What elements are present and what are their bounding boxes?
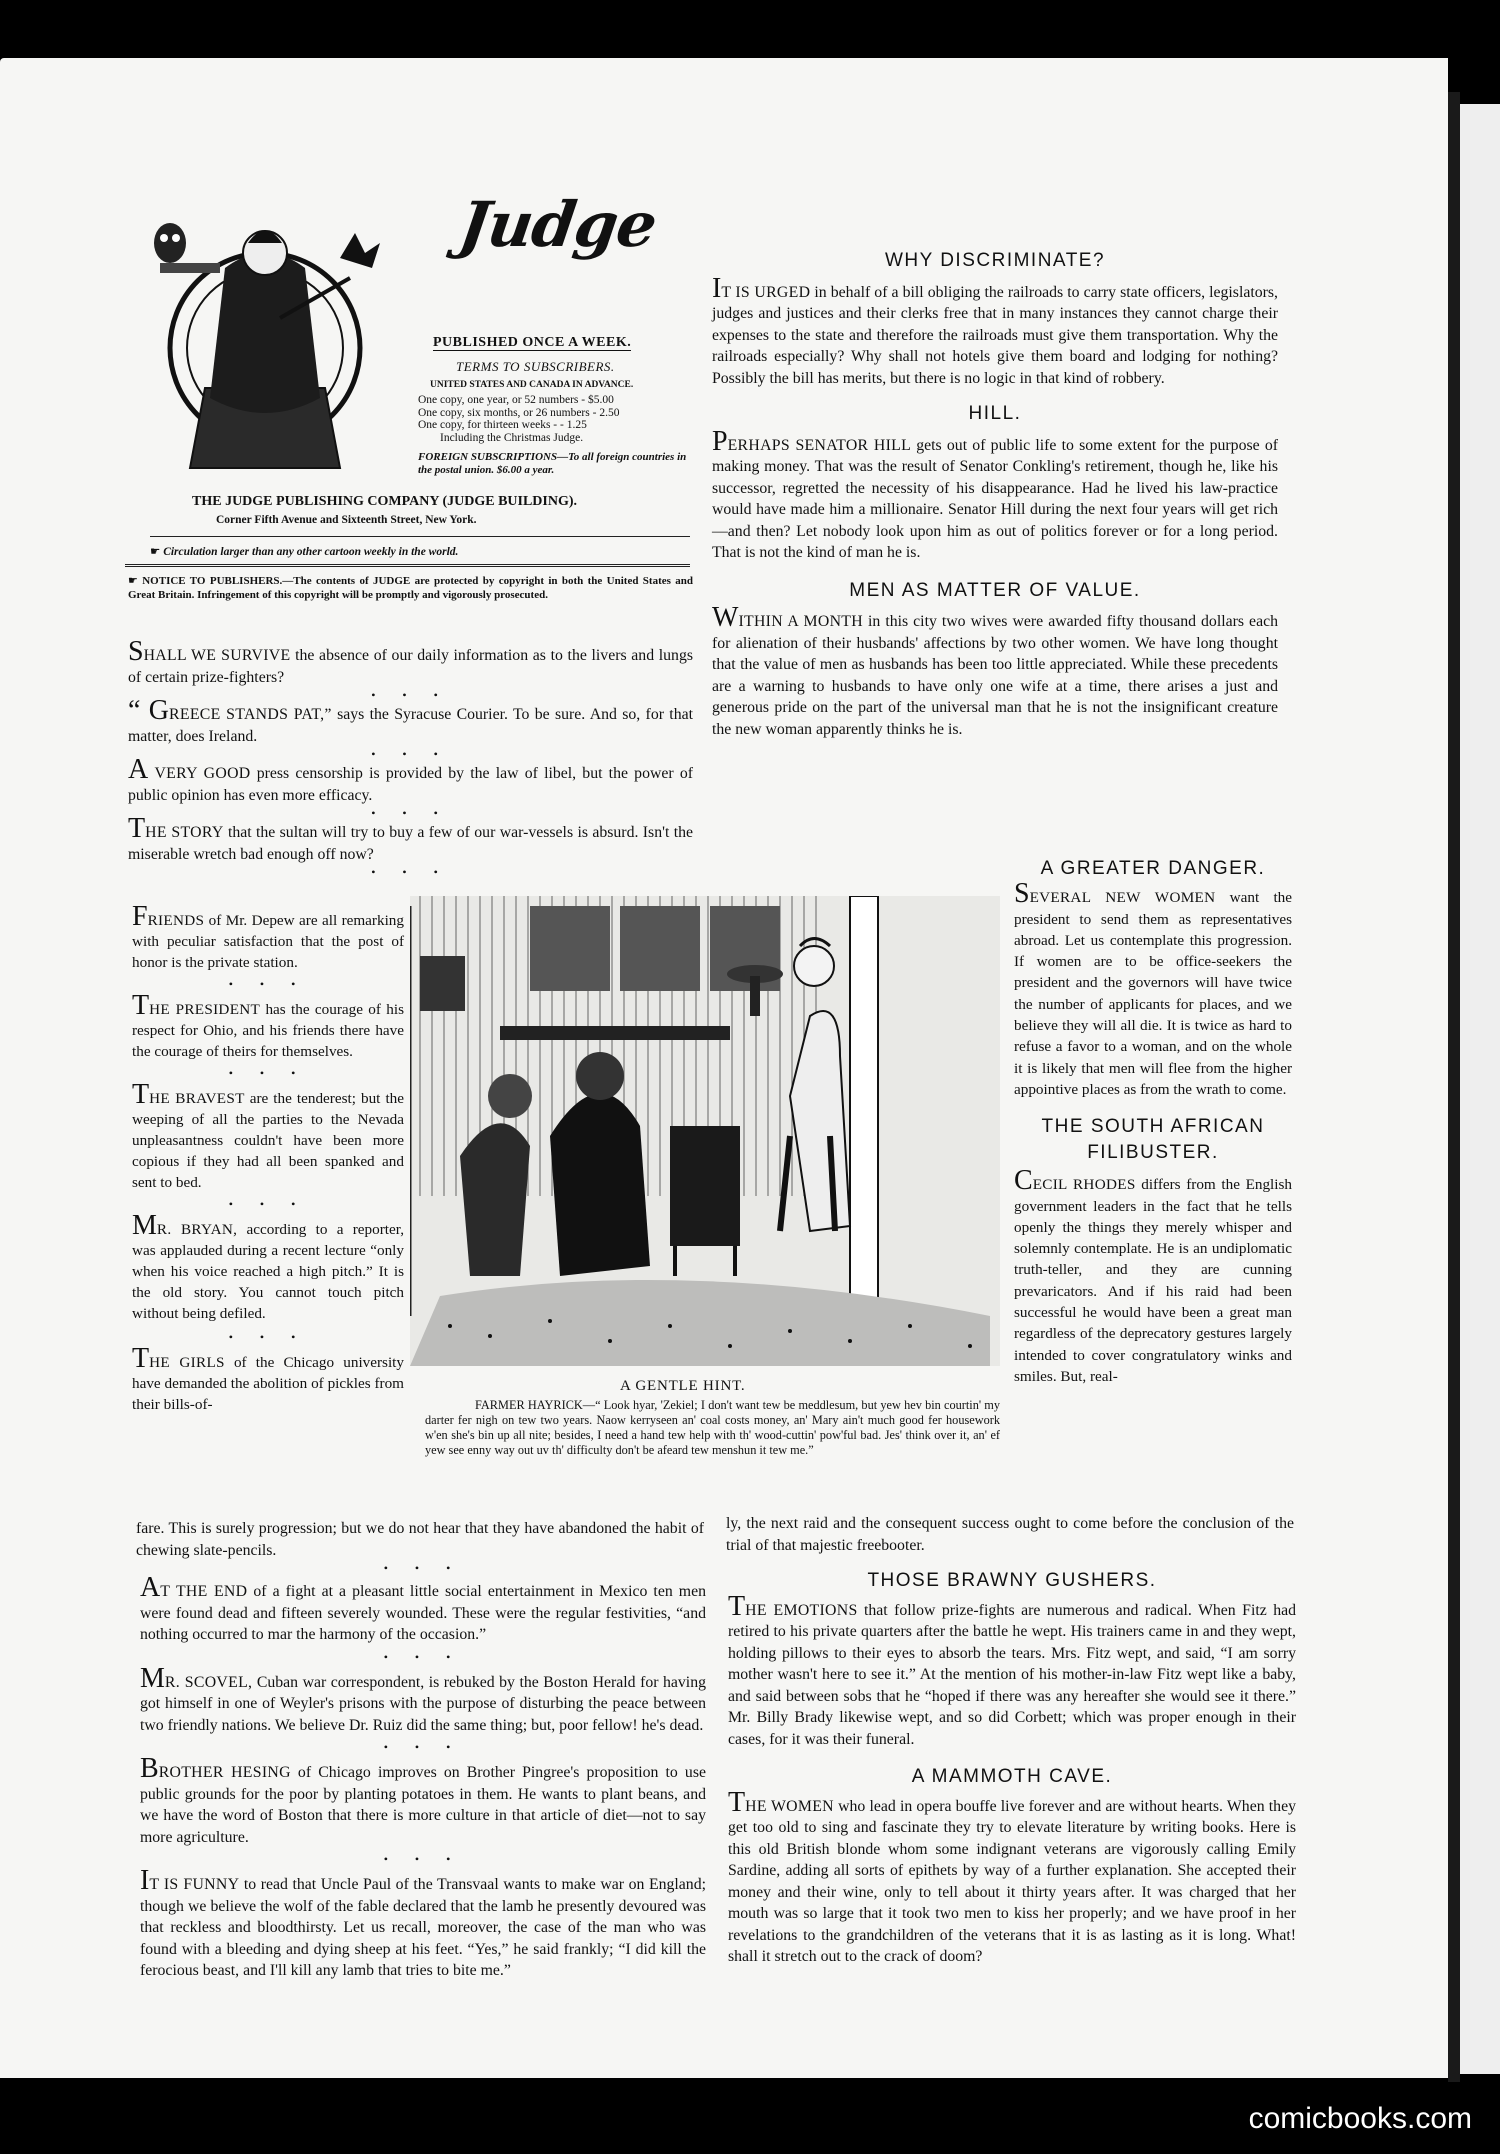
article-title: THOSE BRAWNY GUSHERS. — [867, 1570, 1157, 1591]
paragraph: MR. BRYAN, according to a reporter, was applauded during a recent lecture “only when his voice reached a high pitch.” It is the old story. You cannot touch pitch without being defiled. — [132, 1210, 404, 1322]
left-continuation — [136, 1518, 704, 1561]
separator: • • • — [371, 865, 450, 879]
article-title: HILL. — [968, 403, 1022, 424]
page-spine — [1448, 92, 1460, 2082]
cartoon-illustration — [410, 896, 1000, 1366]
pointing-hand-icon: ☛ — [128, 575, 143, 587]
article-title: WHY DISCRIMINATE? — [884, 250, 1106, 271]
separator: • • • — [383, 1649, 463, 1664]
paragraph: THE PRESIDENT has the courage of his respect for Ohio, and his friends there have the courage of theirs for themselves. — [132, 990, 404, 1060]
paragraph: THE WOMEN who lead in opera bouffe live forever and are without hearts. When they get too old to sing and fascinate they try to elevate literature by writing books. Here is this old British blonde whom some indignant veterans are vigorously calling Emily Sardine, adding all sorts of epithets by way of a further explanation. She accepted their money and their wine, only to tell about it thirty years after. It was charged that her mouth was so large that it took two men to kiss her properly; and we have proof in her revelations to the grandchildren of the veterans that it is as lasting as it is long. What! shall it stretch out to the crack of doom? — [728, 1786, 1296, 1965]
rate-line: One copy, for thirteen weeks - - 1.25 — [418, 419, 587, 431]
caption-speaker: FARMER HAYRICK — [475, 1398, 583, 1412]
pointing-hand-icon: ☛ — [150, 546, 164, 558]
separator: • • • — [371, 747, 450, 761]
article-title: A GREATER DANGER. — [1040, 858, 1266, 879]
masthead-advance: UNITED STATES AND CANADA IN ADVANCE. — [430, 380, 634, 390]
magazine-page — [0, 58, 1448, 2078]
right-continuation — [726, 1513, 1294, 1556]
cartoon-caption — [425, 1398, 1000, 1458]
narrow-left-column — [132, 901, 405, 1415]
masthead-title: Judge — [454, 188, 661, 261]
masthead-published: PUBLISHED ONCE A WEEK. — [433, 335, 632, 350]
separator: • • • — [228, 1330, 308, 1344]
copyright-notice: ☛ NOTICE TO PUBLISHERS.—The contents of JUDGE are protected by copyright in both the United States and Great Britain. Infringement of this copyright will be promptly and vigorously prosecuted. — [128, 575, 693, 601]
paragraph: THE STORY that the sultan will try to buy a few of our war-vessels is absurd. Isn't the miserable wretch bad enough off now? — [128, 813, 693, 863]
paragraph: “ GREECE STANDS PAT,” says the Syracuse Courier. To be sure. And so, for that matter, does Ireland. — [128, 695, 693, 745]
masthead-company: THE JUDGE PUBLISHING COMPANY (JUDGE BUILDING). — [192, 494, 578, 509]
paragraph: IT IS FUNNY to read that Uncle Paul of the Transvaal wants to make war on England; though we believe the wolf of the fable declared that the lamb he presently devoured was that reckless and bloodthirsty. Let us recall, moreover, the case of the man who was found with a bleeding and dying sheep at his feet. “Yes,” he said frankly; “I did kill the ferocious beast, and I'll kill any lamb that tries to bite me.” — [140, 1865, 706, 1979]
paragraph: SHALL WE SURVIVE the absence of our daily information as to the livers and lungs of certain prize-fighters? — [128, 636, 693, 686]
rate-line: One copy, one year, or 52 numbers - $5.00 — [418, 394, 614, 406]
article-title: THE SOUTH AFRICAN FILIBUSTER. — [1041, 1116, 1265, 1164]
cartoon-title: A GENTLE HINT. — [620, 1378, 746, 1394]
caption-text: —“ Look hyar, 'Zekiel; I don't want tew be meddlesum, but yew hev bin courtin' my darter fer nigh on tew two years. Naow kerryseen an' coal costs money, an' Mary ain't much good fer housework w'en she's bin up all nite; besides, I need a hand tew help with th' wood-cuttin' pow'ful bad. Jes' think over it, an' ef yew see enny way out uv th' difficulty don't be afeard tew menshun it tew me.” — [425, 1398, 1000, 1457]
masthead-foreign: FOREIGN SUBSCRIPTIONS—To all foreign countries in the postal union. $6.00 a year. — [418, 451, 687, 476]
paragraph: IT IS URGED in behalf of a bill obliging the railroads to carry state officers, legislators, judges and justices and their clerks free that in many instances they cannot charge their expenses to the state and therefore the railroads must give them transportation. Why the railroads especially? Why shall not hotels give them board and lodging for nothing? Possibly the bill has merits, but there is no logic in that kind of robbery. — [712, 272, 1278, 387]
divider — [125, 564, 690, 567]
narrow-right-column — [1014, 858, 1292, 1387]
paragraph: PERHAPS SENATOR HILL gets out of public life to some extent for the purpose of making money. That was the result of Senator Conkling's retirement, though he, like his successor, regretted the necessity of his disappearance. Had he lived his law-practice would have made him a millionaire. Senator Hill during the next four years will get rich—and then? Let nobody look upon him as out of politics forever or for a long period. That is not the kind of man he is. — [712, 425, 1278, 561]
paragraph: BROTHER HESING of Chicago improves on Brother Pingree's proposition to use public grounds for the poor by planting potatoes in them. He wants to plant beans, and we have the word of Boston that there is more culture in that article of diet—not to say more agriculture. — [140, 1753, 706, 1846]
separator: • • • — [228, 1066, 308, 1080]
separator: • • • — [383, 1561, 463, 1575]
masthead-terms-heading: TERMS TO SUBSCRIBERS. — [456, 359, 615, 374]
paragraph: WITHIN A MONTH in this city two wives were awarded fifty thousand dollars each for alienation of their husbands' affections by two other women. We have long thought that the value of men as husbands has been too little appreciated. While these precedents are a warning to husbands to have only one wife at a time, there arises a just and generous pride on the part of the universal man that he is not the insignificant creature the new woman apparently thinks he is. — [712, 602, 1278, 738]
paragraph: AT THE END of a fight at a pleasant little social entertainment in Mexico ten men were found dead and fifteen severely wounded. These were the regular festivities, “and nothing occurred to mar the harmony of the occasion.” — [140, 1572, 706, 1643]
paragraph: CECIL RHODES differs from the English government leaders in the fact that he tells openly the things they merely whisper and solemnly contemplate. He is an undiplomatic truth-teller, and they are cunning prevaricators. And if his raid had been successful he would have been a great man regardless of the deprecatory gestures largely intended to cover congratulatory winks and smiles. But, real- — [1014, 1165, 1292, 1385]
article-title: MEN AS MATTER OF VALUE. — [849, 579, 1141, 601]
rate-list — [418, 394, 693, 444]
judge-mascot-illustration — [130, 198, 400, 478]
rate-line: Including the Christmas Judge. — [440, 431, 584, 444]
separator: • • • — [383, 1740, 463, 1754]
paragraph: THE EMOTIONS that follow prize-fights are numerous and radical. When Fitz had retired to his private quarters after the battle he wept. His trainers came in and they wept, holding pillows to their eyes to absorb the tears. Mrs. Fitz wept, and said, “I am sorry mother wasn't here to see it.” At the mention of his mother-in-law Fitz wept like a baby, and said between sobs that he “hoped if there was any hereafter she would see it there.” Mr. Billy Brady likewise wept, and so did Corbett; which was proper enough in their cases, for it was their funeral. — [728, 1590, 1296, 1748]
watermark: comicbooks.com — [1248, 2102, 1472, 2135]
masthead-address: Corner Fifth Avenue and Sixteenth Street, New York. — [216, 514, 477, 526]
paragraph: FRIENDS of Mr. Depew are all remarking with peculiar satisfaction that the post of honor is the private station. — [132, 901, 404, 971]
lower-right-column — [728, 1570, 1296, 1968]
circulation-line: ☛ Circulation larger than any other cartoon weekly in the world. — [150, 546, 459, 558]
separator: • • • — [228, 977, 308, 991]
separator: • • • — [228, 1197, 308, 1211]
paragraph: ly, the next raid and the consequent success ought to come before the conclusion of the trial of that majestic freebooter. — [726, 1515, 1294, 1554]
separator: • • • — [371, 806, 450, 820]
left-column-top — [128, 636, 694, 879]
paragraph: A VERY GOOD press censorship is provided by the law of libel, but the power of public opinion has even more efficacy. — [128, 754, 694, 804]
paragraph: THE GIRLS of the Chicago university have demanded the abolition of pickles from their bills-of- — [132, 1343, 404, 1413]
facing-page-edge — [1460, 104, 1500, 2074]
separator: • • • — [371, 688, 450, 702]
separator: • • • — [383, 1852, 463, 1866]
paragraph: THE BRAVEST are the tenderest; but the weeping of all the parties to the Nevada unpleasantness couldn't have been more copious if they had all been spanked and sent to bed. — [132, 1079, 405, 1191]
lower-left-column — [140, 1561, 706, 1982]
rate-line: One copy, six months, or 26 numbers - 2.50 — [418, 406, 620, 419]
divider — [150, 536, 690, 537]
paragraph: SEVERAL NEW WOMEN want the president to send them as representatives abroad. Let us contemplate this progression. If women are to be office-seekers the president and the governors will have twice the number of applicants for places, and we believe they will all die. It is twice as hard to refuse a favor to a woman, and on the whole it is likely that men will flee from the higher appointive places as from the wrath to come. — [1014, 878, 1292, 1098]
paragraph: MR. SCOVEL, Cuban war correspondent, is rebuked by the Boston Herald for having got himself in one of Weyler's prisons with the purpose of disturbing the peace between two friendly nations. We believe Dr. Ruiz did the same thing; but, poor fellow! he's dead. — [140, 1662, 706, 1734]
article-title: A MAMMOTH CAVE. — [911, 1766, 1113, 1787]
right-column-top — [712, 250, 1278, 740]
paragraph: fare. This is surely progression; but we do not hear that they have abandoned the habit of chewing slate-pencils. — [136, 1520, 704, 1559]
